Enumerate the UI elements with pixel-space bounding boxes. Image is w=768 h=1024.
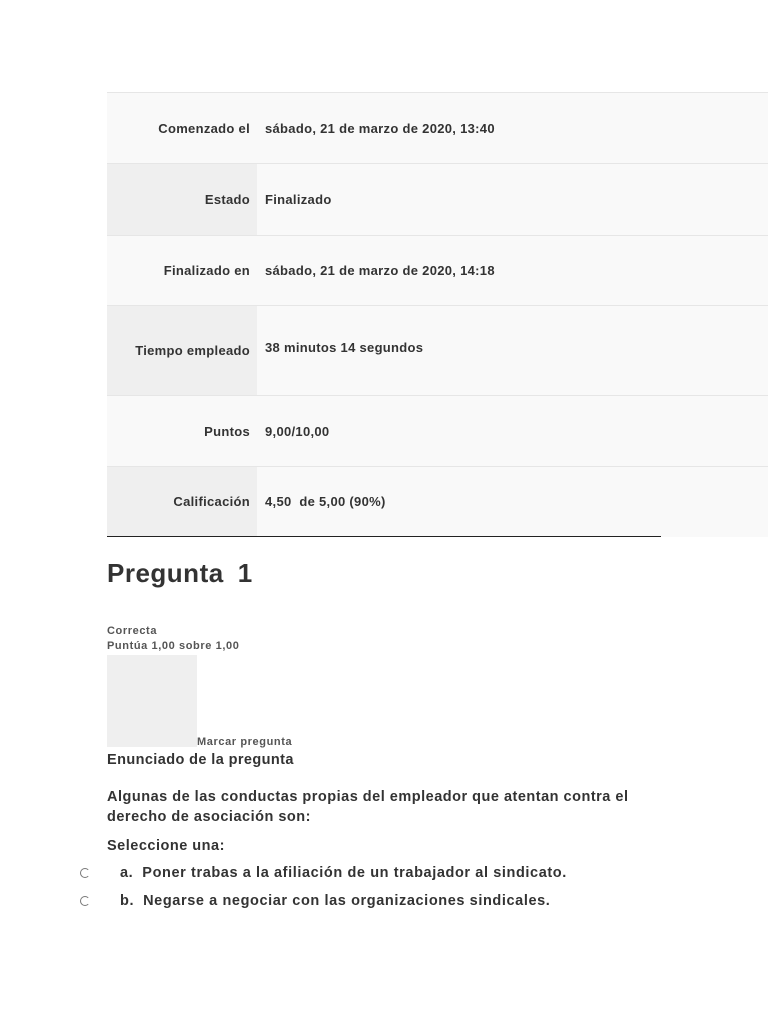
- answer-option-b[interactable]: [80, 893, 550, 909]
- summary-value: 38 minutos 14 segundos: [257, 306, 768, 395]
- radio-button-icon[interactable]: [80, 868, 90, 878]
- radio-button-icon[interactable]: [80, 896, 90, 906]
- question-info: [107, 624, 239, 654]
- summary-row-time: [107, 306, 768, 396]
- summary-row-finished: [107, 236, 768, 306]
- summary-row-state: [107, 164, 768, 236]
- flag-question-link[interactable]: Marcar pregunta: [197, 736, 293, 748]
- summary-row-points: [107, 396, 768, 467]
- option-text: Poner trabas a la afiliación de un trabajador al sindicato.: [142, 865, 567, 881]
- summary-label: Tiempo empleado: [107, 306, 257, 395]
- summary-label: Calificación: [107, 467, 257, 537]
- summary-value: Finalizado: [257, 164, 768, 235]
- option-letter: b.: [120, 893, 135, 909]
- summary-row-started: [107, 93, 768, 164]
- option-text: Negarse a negociar con las organizaciones sindicales.: [143, 893, 551, 909]
- summary-label: Finalizado en: [107, 236, 257, 305]
- summary-label: Estado: [107, 164, 257, 235]
- question-number: 1: [237, 558, 253, 588]
- summary-value: 9,00/10,00: [257, 396, 768, 466]
- summary-value: 4,50 de 5,00 (90%): [257, 467, 661, 537]
- summary-value: sábado, 21 de marzo de 2020, 13:40: [257, 93, 768, 163]
- question-title-label: Pregunta: [107, 558, 224, 588]
- question-text: Algunas de las conductas propias del empleador que atentan contra el derecho de asociación son:: [107, 789, 629, 825]
- summary-label: Comenzado el: [107, 93, 257, 163]
- attempt-summary-table: [107, 92, 768, 537]
- question-title: [107, 558, 253, 589]
- flag-icon[interactable]: [107, 655, 197, 747]
- summary-value: sábado, 21 de marzo de 2020, 14:18: [257, 236, 768, 305]
- question-state: Correcta: [107, 625, 158, 637]
- statement-heading: Enunciado de la pregunta: [107, 752, 294, 768]
- answer-prompt: Seleccione una:: [107, 838, 225, 854]
- summary-row-grade: [107, 467, 768, 537]
- answer-option-a[interactable]: [80, 865, 567, 881]
- question-grade: Puntúa 1,00 sobre 1,00: [107, 640, 240, 652]
- summary-label: Puntos: [107, 396, 257, 466]
- option-letter: a.: [120, 865, 134, 881]
- summary-filler: [661, 467, 768, 537]
